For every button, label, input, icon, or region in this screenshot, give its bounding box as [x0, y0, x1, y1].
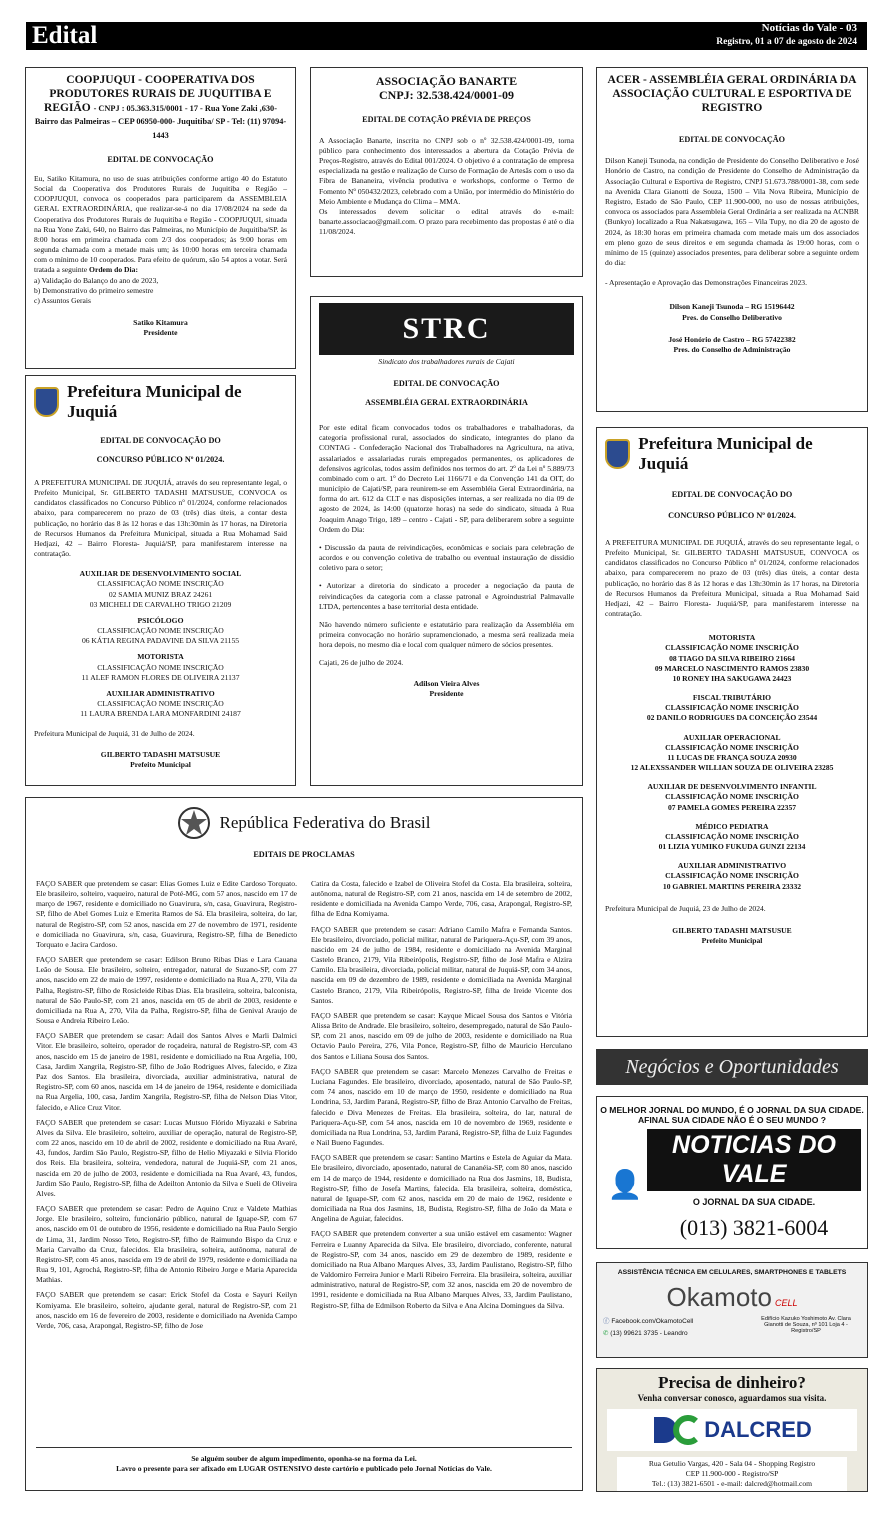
- proclama-entry: FAÇO SABER que pretendem se casar: Adriano Camilo Mafra e Fernanda Santos. Ele brasileiro, divorciado, policial militar, natural de Pariquera-Açu-SP, com 39 anos, nascido em 24 de julho de 1984, residente e domiciliado na Avenida Marginal Castelo Branco, 2179, Vila Ribeirópolis, Registro-SP, filho de José Mafra e Alzira Camilo. Ela brasileira, divorciada, policial militar, natural de Juquiá-SP, com 34 anos, nascida em 09 de dezembro de 1989, residente e domiciliada na Avenida Marginal Castelo Branco, 2179, Vila Ribeirópolis, Registro-SP, filha de Ireide Vicente dos Santos.: [311, 924, 572, 1005]
- candidate: 01 LIZIA YUMIKO FUKUDA GUNZI 22134: [658, 842, 806, 852]
- banarte-notice: [310, 67, 583, 277]
- okamoto-address: Edifício Kazuko Yoshimoto Av. Clara Gianotti de Souza, nº 101 Loja 4 - Registro/SP: [761, 1316, 851, 1334]
- acer-role-2: Pres. do Conselho de Administração: [673, 344, 791, 354]
- acer-signature-2: José Honório de Castro – RG 57422382: [668, 334, 796, 344]
- proclamas-notice: [25, 797, 583, 1491]
- candidate: 11 LUCAS DE FRANÇA SOUZA 20930: [667, 752, 797, 762]
- nv-logo: NOTICIAS DO VALE: [647, 1129, 861, 1191]
- cargo-title: FISCAL TRIBUTÁRIO: [692, 693, 772, 703]
- nv-phone: (013) 3821-6004: [679, 1215, 829, 1240]
- juquia-signature: GILBERTO TADASHI MATSUSUE: [672, 925, 792, 935]
- strc-date: Cajati, 26 de julho de 2024.: [319, 658, 404, 668]
- dalcred-logo: DALCRED: [704, 1417, 812, 1442]
- proclama-entry: FAÇO SABER que pretendem se casar: Erick Stofel da Costa e Sayuri Keilyn Komiyama. Ele brasileiro, solteiro, ajudante geral, natural de Registro-SP, com 21 anos, nascido em 16 de fevereiro de 2003, residente e domiciliado na Avenida Campo Verde, 706, casa, Arapongal, Registro-SP, filho de Jose: [36, 1290, 297, 1330]
- acer-signature-1: Dilson Kaneji Tsunoda – RG 15196442: [669, 302, 795, 312]
- coopjuqui-role: Presidente: [143, 328, 178, 338]
- juquia-date: Prefeitura Municipal de Juquiá, 23 de Julho de 2024.: [605, 903, 766, 913]
- dalcred-ad: [596, 1368, 868, 1492]
- dalcred-cep: CEP 11.900-000 - Registro/SP: [685, 1469, 779, 1479]
- proclamas-subtitle: EDITAIS DE PROCLAMAS: [253, 850, 355, 859]
- proclama-entry: FAÇO SABER que pretendem converter a sua união estável em casamento: Wagner Ferreira e Luanny Aparecida da Silva. Ele brasileiro, divorciado, conferente, natural de Registro-SP, com 34 anos, nascido em 29 de dezembro de 1989, residente e domiciliado na Rua Albano Marques Alves, 33, Jardim Paulistano, Registro-SP, filho de Valdomiro Ferreira Junior e Marli Ribeiro Ferreira. Ela brasileira, solteira, auxiliar administrativo, natural de Registro-SP, com 32 anos, nascida em 20 de novembro de 1991, residente e domiciliada na Rua Albano Marques Alves, 33, Jardim Paulistano, Registro-SP, filha de Edmilson Roberto da Silva e Ana Alcina Domingues da Silva.: [311, 1229, 572, 1310]
- juquia-crest-icon: [605, 439, 630, 469]
- coopjuqui-ordem: Ordem do Dia:: [89, 265, 138, 275]
- strc-body-3: • Autorizar a diretoria do sindicato a proceder a negociação da pauta de reivindicações da categoria com a classe patronal e Agroindustrial Palmavalle LTDA, pertencentes a base territorial desta entidade.: [319, 581, 574, 611]
- coopjuqui-info: - CNPJ : 05.363.315/0001 - 17 - Rua Yone Zaki ,630- Bairro das Palmeiras – CEP 06950-000- Juquitiba/ SP - Tel: (11) 97094-1443: [34, 103, 287, 141]
- coopjuqui-item: c) Assuntos Gerais: [34, 295, 91, 305]
- cargo-title: MOTORISTA: [708, 633, 756, 643]
- juquia-edital: EDITAL DE CONVOCAÇÃO DO: [100, 436, 221, 445]
- proclamas-footer-1: Se alguém souber de algum impedimento, oponha-se na forma da Lei.: [191, 1453, 417, 1463]
- dalcred-dc-icon: [652, 1415, 698, 1445]
- newspaper-reader-icon: 👤: [607, 1170, 643, 1201]
- cargo-title: AUXILIAR ADMINISTRATIVO: [106, 688, 215, 698]
- banarte-cnpj: CNPJ: 32.538.424/0001-09: [379, 88, 514, 103]
- juquia-concurso: CONCURSO PÚBLICO Nº 01/2024.: [668, 510, 796, 520]
- acer-item: - Apresentação e Aprovação das Demonstrações Financeiras 2023.: [605, 278, 808, 288]
- cargo-title: PSICÓLOGO: [137, 615, 184, 625]
- cargo-header: CLASSIFICAÇÃO NOME INSCRIÇÃO: [97, 699, 224, 709]
- facebook-icon: ⓕ: [603, 1318, 612, 1325]
- proclamas-footer-2: Lavro o presente para ser afixado em LUGAR OSTENSIVO deste cartório e publicado pelo Jornal Notícias do Vale.: [116, 1464, 492, 1474]
- cargo-header: CLASSIFICAÇÃO NOME INSCRIÇÃO: [665, 742, 799, 752]
- juquia-date: Prefeitura Municipal de Juquiá, 31 de Julho de 2024.: [34, 729, 195, 739]
- okamoto-ad: [596, 1262, 868, 1358]
- brazil-coat-of-arms-icon: [177, 806, 211, 840]
- juquia-role: Prefeito Municipal: [130, 759, 191, 769]
- coopjuqui-body: Eu, Satiko Kitamura, no uso de suas atribuições conforme artigo 40 do Estatuto Social da Cooperativa dos Produtores Rurais de Juquitiba e Região – COOPJUQUI, convoca os cooperados para participarem da ASSEMBLEIA GERAL EXTRAORDINÁRIA, que realizar-se-á no dia 17/08/2024 na sede da Cooperativa dos Produtores Rurais de Juquitiba e Região - COOPJUQUI, situada na Rua Yone Zaki, 640, no Bairro das Palmeiras, no Município de Juquitiba/SP. às 8:00 horas em primeira chamada com 2/3 dos cooperados; às 9:00 horas em segunda chamada com a metade mais um; às 10:00 horas em terceira chamada com o mínimo de 10 cooperados. Para efeito de quórum, são 54 aptos a votar. Será tratada a seguinte: [34, 173, 287, 275]
- nv-slogan-1: O MELHOR JORNAL DO MUNDO, É O JORNAL DA SUA CIDADE.: [600, 1105, 864, 1115]
- proclama-entry: FAÇO SABER que pretendem se casar: Edilson Bruno Ribas Dias e Lara Cauana Leão de Sousa. Ele brasileiro, solteiro, entregador, natural de Suzano-SP, com 27 anos, nascido em 22 de maio de 1997, residente e domiciliado na Rua A, 270, Vila da Palha, Registro-SP, filho de Rosicleide Ribas Dias. Ela brasileira, solteira, balconista, natural de São Paulo-SP, com 21 anos, nascida em 05 de abril de 2003, residente e domiciliada na Rua A, 270, Vila da Palha, Registro-SP, filha de Genival Araujo de Sousa e Andreia Ribeiro Leão.: [36, 955, 297, 1026]
- edition-date: Registro, 01 a 07 de agosto de 2024: [716, 37, 857, 47]
- proclamas-column-left: [36, 879, 297, 1439]
- acer-role-1: Pres. do Conselho Deliberativo: [682, 312, 782, 322]
- juquia-signature: GILBERTO TADASHI MATSUSUE: [100, 749, 221, 759]
- coopjuqui-title: COOPJUQUI - COOPERATIVA DOS PRODUTORES RURAIS DE JUQUITIBA E REGIÃO: [44, 74, 272, 114]
- proclama-entry: FAÇO SABER que pretendem se casar: Lucas Mutsuo Flórido Miyazaki e Sabrina Alves da Silva. Ele brasileiro, solteiro, auxiliar de operação, natural de Registro-SP, com 22 anos, nascido em 10 de abril de 2002, residente e domiciliado na Rua Avaré, 43, fundos, Jardim São Paulo, Registro-SP, filho de Helio Miyazaki e Silvia Florido dos Reis. Ela brasileira, solteira, vendedora, natural de Juquiá-SP, com 21 anos, nascida em 20 de julho de 2003, residente e domiciliada na Rua Avaré, 43, fundos, Jardim São Paulo, Registro-SP, filha de Adeilton Antonio da Silva e Sueli de Oliveira Alves.: [36, 1117, 297, 1198]
- candidate: 12 ALEXSSANDER WILLIAN SOUZA DE OLIVEIRA 23285: [630, 763, 834, 773]
- candidate: 06 KÁTIA REGINA PADAVINE DA SILVA 21155: [81, 636, 240, 646]
- juquia-body: A PREFEITURA MUNICIPAL DE JUQUIÁ, através do seu representante legal, o Prefeito Municipal, Sr. GILBERTO TADASHI MATSUSUE, CONVOCA os candidatos classificados no Concurso Público nº 01/2024, conforme relacionados abaixo, para comparecerem no prazo de 03 (três) dias úteis, a contar desta publicação, no horário das 8 às 12 horas e das 13h:30min às 17 horas, na Diretoria de Recursos Humanos da Prefeitura Municipal, situada a Rua Mohamad Said Hedjazi, 42 – Bairro Floresta- Juquiá/SP, para manifestarem interesse na contratação.: [605, 537, 859, 619]
- dalcred-address: Rua Getulio Vargas, 420 - Sala 04 - Shopping Registro: [648, 1459, 816, 1468]
- banarte-title: ASSOCIAÇÃO BANARTE: [375, 74, 518, 88]
- candidate: 10 GABRIEL MARTINS PEREIRA 23332: [662, 881, 802, 891]
- coopjuqui-signature: Satiko Kitamura: [133, 318, 188, 328]
- candidate: 02 SAMIA MUNIZ BRAZ 24261: [108, 589, 213, 599]
- cargo-header: CLASSIFICAÇÃO NOME INSCRIÇÃO: [665, 643, 799, 653]
- proclama-entry: FAÇO SABER que pretendem se casar: Marcelo Menezes Carvalho de Freitas e Luciana Fagundes. Ele brasileiro, divorciado, aposentado, natural de São Paulo-SP, com 74 anos, nascido em 10 de março de 1950, residente e domiciliado na Rua Londrina, 53, Jardim Paraná, Registro-SP, filho de Braz Antonio Carvalho de Freitas, falecido e Diva Menezes de Freitas. Ela brasileira, solteira, do lar, natural de Pariquera-Açu-SP, com 54 anos, nascida em 10 de novembro de 1969, residente e domiciliada na Rua Londrina, 53, Jardim Paraná, Registro-SP, filha de Luiz Fagundes e Nail Bueno Fagundes.: [311, 1066, 572, 1148]
- okamoto-phone: [603, 1329, 693, 1337]
- acer-edital: EDITAL DE CONVOCAÇÃO: [678, 135, 786, 145]
- strc-body-2: • Discussão da pauta de reivindicações, econômicas e sociais para celebração de acordos e ou convenção coletiva de trabalho ou eventual instauração de dissídio coletivo para o setor;: [319, 542, 574, 573]
- candidate: 10 RONEY IHA SAKUGAWA 24423: [672, 673, 792, 683]
- cargo-title: AUXILIAR DE DESENVOLVIMENTO INFANTIL: [647, 782, 817, 792]
- cargo-header: CLASSIFICAÇÃO NOME INSCRIÇÃO: [665, 871, 799, 881]
- negocios-banner: Negócios e Oportunidades: [596, 1049, 868, 1085]
- juquia-body: A PREFEITURA MUNICIPAL DE JUQUIÁ, através do seu representante legal, o Prefeito Municipal, Sr. GILBERTO TADASHI MATSUSUE, CONVOCA os candidatos classificados no Concurso Público nº 01/2024, conforme relacionados abaixo, para comparecerem no prazo de 03 (três) dias úteis, a contar desta publicação, no horário das 8 às 12 horas e das 13h:30min às 17 horas, na Diretoria de Recursos Humanos da Prefeitura Municipal, situada a Rua Mohamad Said Hedjazi, 42 – Bairro Floresta- Juquiá/SP, para manifestarem interesse na contratação.: [34, 477, 287, 559]
- nv-tagline: O JORNAL DA SUA CIDADE.: [692, 1197, 816, 1207]
- juquia-concurso: CONCURSO PÚBLICO Nº 01/2024.: [96, 454, 225, 464]
- cargo-title: AUXILIAR OPERACIONAL: [683, 732, 781, 742]
- coopjuqui-edital: EDITAL DE CONVOCAÇÃO: [107, 154, 214, 164]
- coopjuqui-notice: [25, 67, 296, 369]
- strc-logo: [319, 303, 574, 355]
- section-label: Edital: [32, 22, 98, 49]
- strc-role: Presidente: [429, 688, 464, 698]
- cargo-title: AUXILIAR DE DESENVOLVIMENTO SOCIAL: [79, 569, 242, 579]
- candidate: 07 PAMELA GOMES PEREIRA 22357: [667, 802, 797, 812]
- proclama-entry: FAÇO SABER que pretendem se casar: Kayque Micael Sousa dos Santos e Vitória Alissa Brito de Andrade. Ele brasileiro, solteiro, desempregado, natural de São Paulo-SP, com 21 anos, nascido em 09 de julho de 2003, residente e domiciliado na Rua Octavio Paulo Pereira, 276, Vila Ponce, Registro-SP, filho de Mauricio Herculano dos Santos e Liliana Sousa dos Santos.: [311, 1010, 572, 1061]
- cargo-title: MOTORISTA: [137, 652, 184, 662]
- cargo-header: CLASSIFICAÇÃO NOME INSCRIÇÃO: [665, 831, 799, 841]
- coopjuqui-item: b) Demonstrativo do primeiro semestre: [34, 285, 154, 295]
- page-header: [26, 22, 867, 50]
- proclama-entry: FAÇO SABER que pretendem se casar: Adail dos Santos Alves e Marli Dalmici Vitor. Ele brasileiro, solteiro, operador de roçadeira, natural de Registro-SP, com 43 anos, nascido em 15 de janeiro de 1981, residente e domiciliado na Rua Argelia, 100, Casa, Jardim Xangrila, Registro-SP, filho de João Rodrigues Alves, falecido, e Ziza Paz dos Santos. Ela brasileira, divorciada, auxiliar administrativa, natural de Registro-SP, com 60 anos, nascida em 14 de janeiro de 1964, residente e domiciliada na Rua Argelia, 100, casa, Jardim Xangrila, Registro-SP, filha de Nelson Dias Vitor, falecido, e Alice Cruz Vitor.: [36, 1031, 297, 1112]
- dalcred-title: Precisa de dinheiro?: [658, 1373, 806, 1392]
- juquia-title: Prefeitura Municipal de Juquiá: [638, 434, 813, 473]
- okamoto-tagline: ASSISTÊNCIA TÉCNICA EM CELULARES, SMARTPHONES E TABLETS: [617, 1269, 847, 1276]
- noticias-do-vale-ad: [596, 1096, 868, 1249]
- cargo-title: AUXILIAR ADMINISTRATIVO: [677, 861, 787, 871]
- cargo-header: CLASSIFICAÇÃO NOME INSCRIÇÃO: [97, 579, 224, 589]
- banarte-body-2: Os interessados devem solicitar o edital através do e-mail: banarte.associacao@gmail.com. O prazo para recebimento das propostas é até o dia 11/08/2024.: [319, 206, 574, 237]
- acer-title: ACER - ASSEMBLÉIA GERAL ORDINÁRIA DA ASSOCIAÇÃO CULTURAL E ESPORTIVA DE REGISTRO: [607, 74, 857, 114]
- coopjuqui-item: a) Validação do Balanço do ano de 2023,: [34, 275, 159, 285]
- proclama-entry: FAÇO SABER que pretendem se casar: Santino Martins e Estela de Aguiar da Mata. Ele brasileiro, divorciado, aposentado, natural de Cananéia-SP, com 80 anos, nascido em 14 de março de 1944, residente e domiciliado na Rua dos Jasmins, 18, Budista, Registro-SP, filho de Josefa Martins, falecida. Ela brasileira, solteira, doméstica, natural de Iguape-SP, com 62 anos, nascida em 20 de maio de 1962, residente e domiciliada na Rua dos Jasmins, 18, Budista, Registro-SP, filha de João da Mata e Angelina de Aguiar, falecidos.: [311, 1153, 572, 1224]
- strc-body-1: Por este edital ficam convocados todos os trabalhadores e trabalhadoras, da categoria profissional rural, associados do sindicato, integrantes do plano da CONTAG - Confederação Nacional dos Trabalhadores na Agricultura, na ativa, assalariados e assalariadas rurais empregados permanentes, os aplicadores de defensivos agrícolas, todos assim definidos nos termos do art. 2º da Lei nº 5.889/73 combinado com o art. 1º do Decreto Lei 1166/71 e da Convenção 141 da OIT, do município de Cajati/SP, para reunirem-se em Assembléia Geral Extraordinária, na forma do art. 612 da CLT e nas disposições internas, a ser realizada no dia 09 de agosto de 2024, às 14:00 (quatorze horas) na sede do sindicato, situada à Rua Joaquim Anago Trigo, 189 – centro - Cajati - SP, para deliberarem sobre a seguinte Ordem do Dia:: [319, 422, 574, 534]
- strc-subtitle: Sindicato dos trabalhadores rurais de Cajati: [378, 357, 515, 366]
- cargo-header: CLASSIFICAÇÃO NOME INSCRIÇÃO: [97, 626, 224, 636]
- candidate: 03 MICHELI DE CARVALHO TRIGO 21209: [89, 599, 232, 609]
- strc-body-4: Não havendo número suficiente e estatutário para realização da Assembléia em primeira convocação no horário supramencionado, a mesma será realizada meia hora depois, no mesmo dia e local com qualquer número de sócios presentes.: [319, 619, 574, 650]
- newspaper-name: Notícias do Vale - 03: [761, 22, 857, 34]
- juquia-notice-1: [25, 375, 296, 786]
- proclama-entry: FAÇO SABER que pretendem se casar: Elias Gomes Luiz e Edite Cardoso Torquato. Ele brasileiro, solteiro, vaqueiro, natural de Poté-MG, com 57 anos, nascido em 17 de março de 1967, residente e domiciliado no Guavirura, s/n, casa, Guavirura, Registro-SP, filho de Abel Gomes Luiz e Emerita Ramos de Sá. Ela brasileira, solteira, do lar, natural de Registro-SP, com 52 anos, nascida em 27 de novembro de 1971, residente e domiciliada no Guavirura, s/n, casa, Guavirura, Registro-SP, filha de Benedicto Torquato e Jacira Cardoso.: [36, 878, 297, 949]
- nv-slogan-2: AFINAL SUA CIDADE NÃO É O SEU MUNDO ?: [637, 1115, 827, 1125]
- candidate: 11 LAURA BRENDA LARA MONFARDINI 24187: [80, 709, 241, 719]
- banarte-body: A Associação Banarte, inscrita no CNPJ sob o nº 32.538.424/0001-09, torna público para conhecimento dos interessados a abertura da Cotação Prévia de Preços-Registro, através do Edital 001/2024. O objetivo é a contratação de empresa especializada na gestão e realização de Curso de Formação de Artesãs com o uso da Fibra de Bananeira, vivência produtiva e workshops, conforme o Termo de Fomento Nº 050432/2023, celebrado com a União, por intermédio do Ministério do Meio Ambiente e Mudança do Clima – MMA.: [319, 135, 574, 206]
- strc-notice: [310, 296, 583, 786]
- cargo-header: CLASSIFICAÇÃO NOME INSCRIÇÃO: [665, 703, 799, 713]
- juquia-edital: EDITAL DE CONVOCAÇÃO DO: [671, 490, 793, 499]
- proclamas-title: República Federativa do Brasil: [219, 813, 431, 832]
- okamoto-cell: CELL: [774, 1298, 798, 1308]
- juquia-role: Prefeito Municipal: [701, 936, 763, 946]
- candidate: 08 TIAGO DA SILVA RIBEIRO 21664: [669, 653, 795, 663]
- cargo-header: CLASSIFICAÇÃO NOME INSCRIÇÃO: [97, 662, 224, 672]
- strc-signature: Adilson Vieira Alves: [413, 678, 480, 688]
- strc-assembly: ASSEMBLÉIA GERAL EXTRAORDINÁRIA: [365, 398, 528, 408]
- candidate: 02 DANILO RODRIGUES DA CONCEIÇÃO 23544: [646, 713, 818, 723]
- okamoto-facebook: [603, 1316, 693, 1325]
- cargo-header: CLASSIFICAÇÃO NOME INSCRIÇÃO: [665, 792, 799, 802]
- dalcred-subtitle: Venha conversar conosco, aguardamos sua visita.: [637, 1393, 827, 1403]
- proclamas-column-right: [311, 879, 572, 1439]
- candidate: 09 MARCELO NASCIMENTO RAMOS 23830: [654, 663, 810, 673]
- okamoto-logo: Okamoto: [666, 1282, 772, 1312]
- proclama-entry: Catira da Costa, falecido e Izabel de Oliveira Stofel da Costa. Ela brasileira, solteira, autônoma, natural de Registro-SP, com 21 anos, nascida em 14 de setembro de 2002, residente e domiciliada na Avenida Campo Verde, 706, casa, Arapongal, Registro-SP, filha de Edna Komiyama.: [311, 878, 572, 919]
- proclama-entry: FAÇO SABER que pretendem se casar: Pedro de Aquino Cruz e Valdete Mathias Jorge. Ele brasileiro, solteiro, funcionário público, natural de Iguape-SP, com 67 anos, nascido em 01 de outubro de 1956, residente e domiciliado na Rua Paulo Sergio de Lima, 31, Jardim Nosso Teto, Registro-SP, filho de Raimundo Bispo da Cruz e Maria Carvalho da Cruz, falecidos. Ela brasileira, solteira, autônoma, natural de Registro-SP, com 45 anos, nascida em 19 de abril de 1979, residente e domiciliada na Rua 9, 101, Agrochá, Registro-SP, filha de Antonio Ribeiro Jorge e Maria Aparecida Mathias.: [36, 1204, 297, 1285]
- juquia-notice-2: [596, 427, 868, 1037]
- cargo-title: MÉDICO PEDIATRA: [695, 821, 769, 831]
- acer-body: Dilson Kaneji Tsunoda, na condição de Presidente do Conselho Deliberativo e José Honório de Castro, na condição de Presidente do Conselho de Administração da Associação Cultural e Esportiva de Registro, CNPJ 51.673.788/0001-38, com sede na Avenida Clara Gianotti de Souza, 1500 – Vila Nova Ribeira, Município de Registro, Estado de São Paulo, CEP 11.900-000, no uso de nossas atribuições, convoca os associados para Assembleia Geral Ordinária a ser realizada na ACNBR (Bunkyo) localizado a Rua Nakatsugawa, 165 – Vila Tupy, no dia 20 de agosto de 2024, às 18:30 horas em primeira chamada com metade mais um dos associados em pleno gozo de seus direitos e em segunda chamada às 19:00 horas, com o mínimo de 15 (quinze) associados presentes, para deliberar sobre a seguinte ordem do dia:: [605, 156, 859, 268]
- candidate: 11 ALEF RAMON FLORES DE OLIVEIRA 21137: [81, 672, 240, 682]
- strc-edital: EDITAL DE CONVOCAÇÃO: [393, 379, 500, 389]
- strc-logo-text: STRC: [402, 312, 491, 345]
- dalcred-contact: Tel.: (13) 3821-6501 - e-mail: dalcred@hotmail.com: [651, 1479, 813, 1489]
- acer-notice: [596, 67, 868, 412]
- okamoto-facebook-text: Facebook.com/OkamotoCell: [611, 1318, 694, 1325]
- okamoto-phone-text: (13) 99621 3735 - Leandro: [610, 1330, 688, 1337]
- banarte-edital: EDITAL DE COTAÇÃO PRÉVIA DE PREÇOS: [362, 114, 531, 124]
- juquia-crest-icon: [34, 387, 59, 417]
- juquia-title: Prefeitura Municipal de Juquiá: [67, 382, 242, 421]
- whatsapp-icon: ✆: [603, 1330, 611, 1337]
